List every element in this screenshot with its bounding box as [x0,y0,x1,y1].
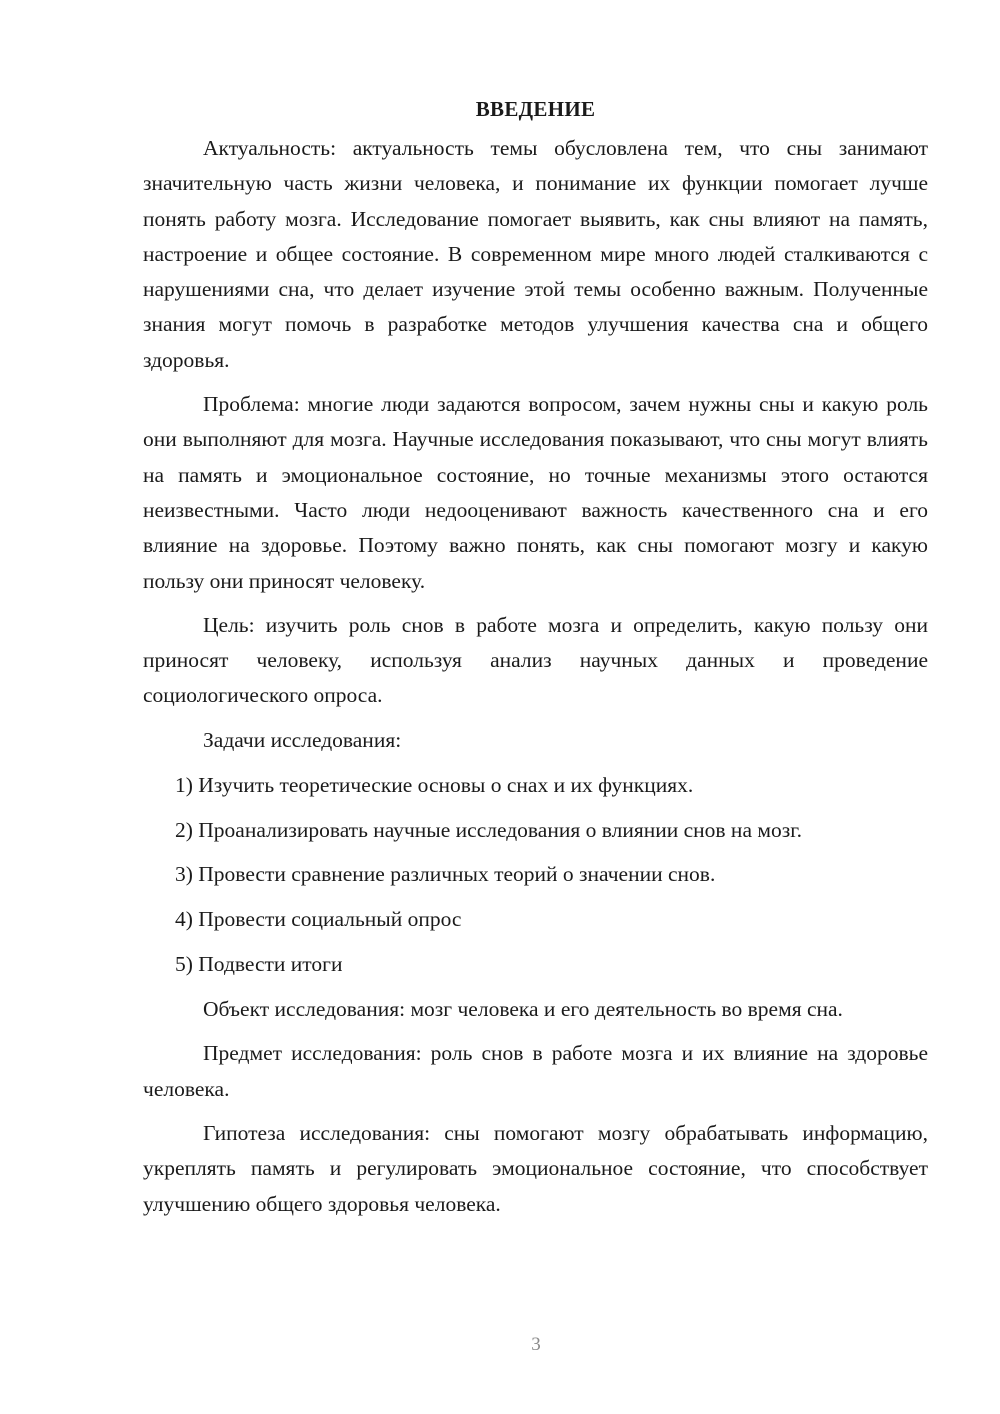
list-item: 1) Изучить теоретические основы о снах и их функциях. [175,772,694,797]
paragraph-goal: Цель: изучить роль снов в работе мозга и определить, какую пользу они приносят человеку, используя анализ научных данных и проведение социологического опроса. [143,612,928,708]
paragraph-hypothesis: Гипотеза исследования: сны помогают мозгу обрабатывать информацию, укреплять память и регулировать эмоциональное состояние, что способствует улучшению общего здоровья человека. [143,1120,928,1216]
list-item: 5) Подвести итоги [175,952,343,977]
tasks-list [143,768,928,983]
tasks-heading: Задачи исследования: [203,727,402,752]
paragraph-subject: Предмет исследования: роль снов в работе мозга и их влияние на здоровье человека. [143,1041,928,1101]
paragraph-problem: Проблема: многие люди задаются вопросом, зачем нужны сны и какую роль они выполняют для мозга. Научные исследования показывают, что сны могут влиять на память и эмоциональное состояние, но точные механизмы этого остаются неизвестными. Часто люди недооценивают важность качественного сна и его влияние на здоровье. Поэтому важно понять, как сны помогают мозгу и какую пользу они приносят человеку. [143,392,928,593]
paragraph-object: Объект исследования: мозг человека и его деятельность во время сна. [203,997,843,1022]
page-title: ВВЕДЕНИЕ [475,97,596,121]
list-item: 3) Провести сравнение различных теорий о значении снов. [175,862,716,887]
document-page [143,92,928,1231]
page-number: 3 [531,1334,541,1355]
list-item: 2) Проанализировать научные исследования о влиянии снов на мозг. [175,817,802,842]
paragraph-relevance: Актуальность: актуальность темы обусловлена тем, что сны занимают значительную часть жизни человека, и понимание их функции помогает лучше понять работу мозга. Исследование помогает выявить, как сны влияют на память, настроение и общее состояние. В современном мире много людей сталкиваются с нарушениями сна, что делает изучение этой темы особенно важным. Полученные знания могут помочь в разработке методов улучшения качества сна и общего здоровья. [143,136,928,372]
list-item: 4) Провести социальный опрос [175,907,462,932]
